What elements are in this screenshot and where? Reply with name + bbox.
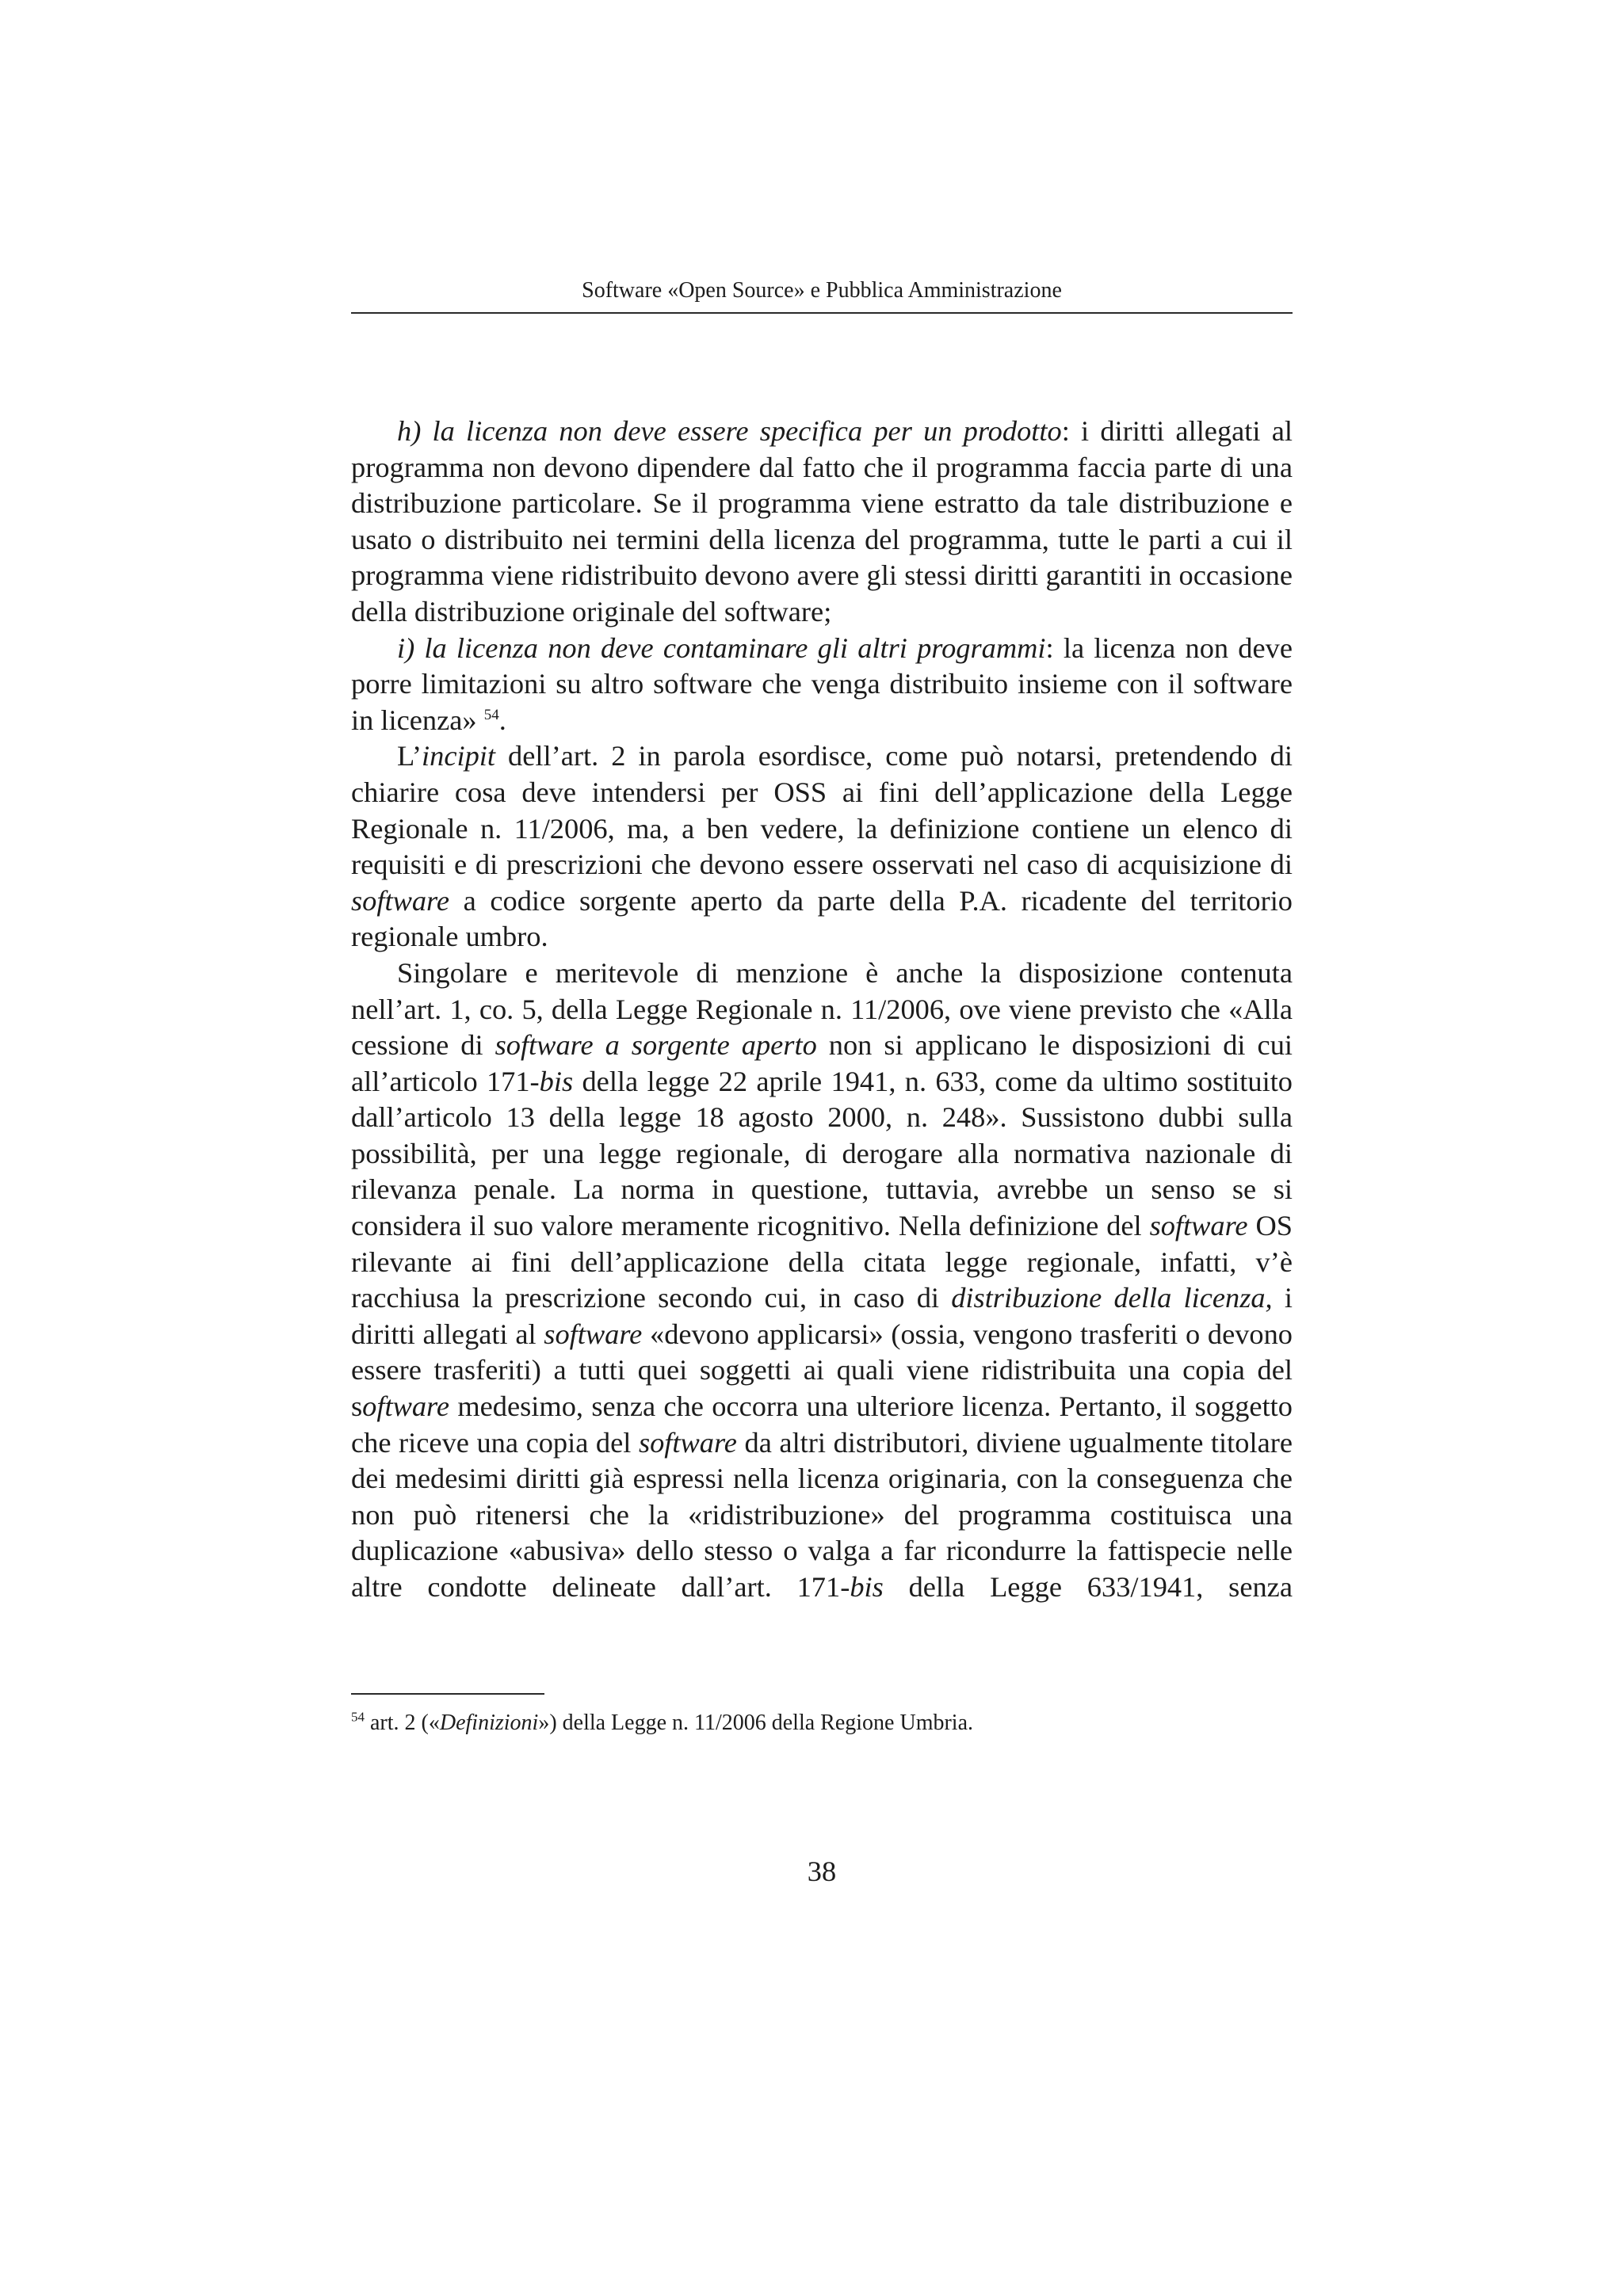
paragraph-singolare bbox=[351, 955, 1293, 1606]
italic-term: bis bbox=[850, 1571, 884, 1603]
text-span: «devono applicarsi» (ossia, vengono trasferiti o devono essere trasferiti) a tutti quei soggetti ai quali viene ridistribuita una copia del s bbox=[351, 1318, 1293, 1423]
italic-term: oftware bbox=[362, 1390, 450, 1423]
italic-term: software bbox=[351, 884, 450, 917]
italic-heading-h: h) la licenza non deve essere specifica per un prodotto bbox=[397, 415, 1062, 447]
text-span: art. 2 (« bbox=[365, 1711, 440, 1735]
paragraph-i bbox=[351, 631, 1293, 739]
text-span: . bbox=[498, 704, 506, 736]
footnote-54 bbox=[351, 1708, 1293, 1738]
text-span: OS rilevante ai fini dell’applicazione della citata legge regionale, infatti, v’è racchiusa la prescrizione secondo cui, in caso di bbox=[351, 1210, 1293, 1314]
italic-term: Definizioni bbox=[439, 1711, 539, 1735]
header-rule bbox=[351, 312, 1293, 314]
text-span: ») della Legge n. 11/2006 della Regione Umbria. bbox=[538, 1711, 974, 1735]
text-span: : i diritti allegati al programma non devono dipendere dal fatto che il programma faccia parte di una distribuzione particolare. Se il programma viene estratto da tale distribuzione e usato o distribuito nei termini della licenza del programma, tutte le parti a cui il programma viene ridistribuito devono avere gli stessi diritti garantiti in occasione della distribuzione originale del software; bbox=[351, 415, 1293, 627]
body-text bbox=[351, 414, 1293, 1606]
text-span: i diritti allegati al bbox=[351, 1282, 1293, 1350]
footnote-number: 54 bbox=[351, 1709, 365, 1725]
footnote-rule bbox=[351, 1693, 544, 1695]
text-span: medesimo, senza che occorra una ulteriore licenza. Pertanto, il soggetto che riceve una copia del bbox=[351, 1390, 1293, 1459]
text-span: L’ bbox=[397, 740, 422, 772]
italic-term: software bbox=[544, 1318, 643, 1350]
text-span: Singolare e meritevole di menzione è anche la disposizione contenuta nell’art. 1, co. 5, della Legge Regionale n. 11/2006, ove viene previsto che «Alla cessione di bbox=[351, 956, 1293, 1062]
page-number: 38 bbox=[807, 1855, 837, 1887]
italic-term: software a sorgente aperto bbox=[495, 1029, 817, 1062]
italic-term: bis bbox=[539, 1065, 574, 1097]
italic-term: software bbox=[638, 1426, 737, 1459]
text-span: della legge 22 aprile 1941, n. 633, come da ultimo sostituito dall’articolo 13 della legge 18 agosto 2000, n. 248». Sussistono dubbi sulla possibilità, per una legge regionale, di derogare alla normativa nazionale di rilevanza penale. La norma in questione, tuttavia, avrebbe un senso se si considera il suo valore meramente ricognitivo. Nella definizione del bbox=[351, 1065, 1293, 1242]
footnote-reference[interactable]: 54 bbox=[483, 706, 499, 723]
text-span: : la licenza non deve porre limitazioni su altro software che venga distribuito insieme con il software in licenza» bbox=[351, 631, 1293, 736]
italic-term: software bbox=[1149, 1210, 1248, 1242]
italic-term: incipit bbox=[422, 740, 496, 772]
italic-heading-i: i) la licenza non deve contaminare gli altri programmi bbox=[397, 631, 1046, 664]
paragraph-incipit bbox=[351, 738, 1293, 955]
running-header: Software «Open Source» e Pubblica Amministrazione bbox=[582, 278, 1062, 303]
paragraph-h bbox=[351, 414, 1293, 631]
italic-term: distribuzione della licenza, bbox=[951, 1282, 1273, 1314]
text-span: non si applicano le disposizioni di cui all’articolo 171- bbox=[351, 1029, 1293, 1097]
text-span: dell’art. 2 in parola esordisce, come può notarsi, pretendendo di chiarire cosa deve intendersi per OSS ai fini dell’applicazione della Legge Regionale n. 11/2006, ma, a ben vedere, la definizione contiene un elenco di requisiti e di prescrizioni che devono essere osservati nel caso di acquisizione di bbox=[351, 740, 1293, 881]
text-span: da altri distributori, diviene ugualmente titolare dei medesimi diritti già espressi nella licenza originaria, con la conseguenza che non può ritenersi che la «ridistribuzione» del programma costituisca una duplicazione «abusiva» dello stesso o valga a far ricondurre la fattispecie nelle altre condotte delineate dall’art. 171- bbox=[351, 1426, 1293, 1603]
text-span: a codice sorgente aperto da parte della P.A. ricadente del territorio regionale umbro. bbox=[351, 884, 1293, 953]
text-span: della Legge 633/1941, senza bbox=[883, 1571, 1293, 1603]
